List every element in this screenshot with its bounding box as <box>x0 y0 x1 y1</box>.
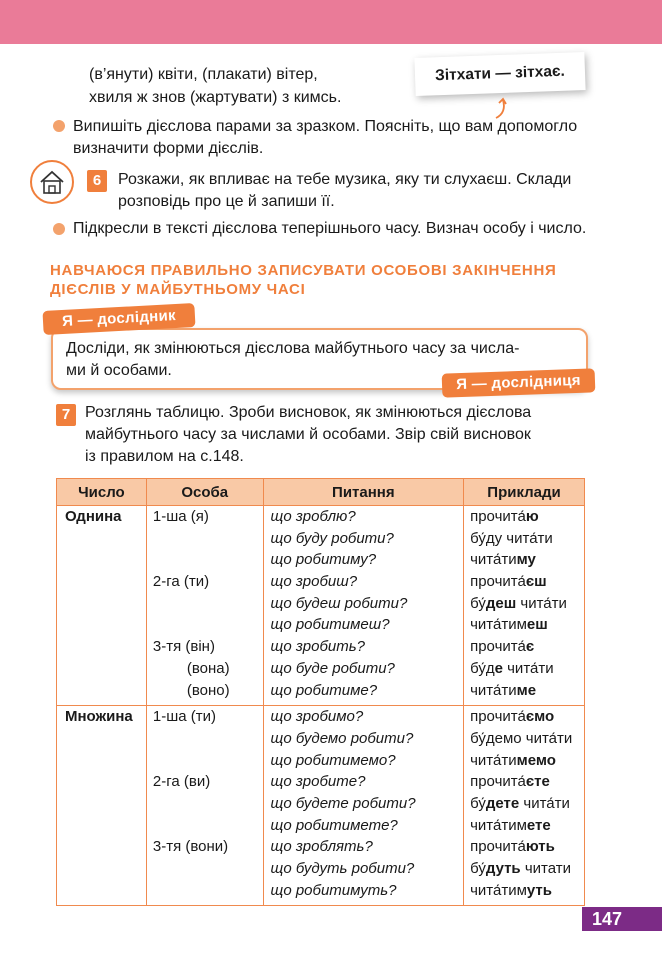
example-line <box>470 728 584 750</box>
example-line <box>470 528 584 550</box>
question-line: що зробите? <box>270 773 366 791</box>
tag-researcher-f: Я — дослідниця <box>442 368 596 397</box>
person-line <box>153 880 263 902</box>
question-line: що зроблю? <box>270 508 356 525</box>
example-stem: прочита́ <box>470 838 526 856</box>
bullet-dot-icon <box>53 223 65 235</box>
example-cell <box>464 706 585 906</box>
task7-line: Розглянь таблицю. Зроби висновок, як змінюються дієслова <box>85 404 532 421</box>
example-stem: бу́ <box>470 860 486 877</box>
section-title-line: НАВЧАЮСЯ ПРАВИЛЬНО ЗАПИСУВАТИ ОСОБОВІ ЗАКІНЧЕННЯ <box>50 262 557 279</box>
example-ending: ете <box>526 816 551 834</box>
example-stem: прочита́ <box>470 573 526 591</box>
example-stem: бу́ <box>470 529 486 547</box>
example-stem: чита́ти <box>470 551 517 569</box>
example-cell <box>464 506 585 706</box>
example-stem: чита́ти <box>470 681 517 699</box>
example-ending: еш <box>526 616 548 634</box>
example-ending: ємо <box>525 708 555 726</box>
example-ending: му <box>516 551 536 569</box>
example-ending: е <box>494 659 503 677</box>
example-ending: деш <box>485 594 517 612</box>
person-line: 1-ша (ти) <box>152 708 216 726</box>
person-line: 2-га (ви) <box>152 773 211 791</box>
example-ending: дете <box>485 794 520 812</box>
person-line <box>153 528 263 550</box>
verb-conjugation-table <box>56 478 585 906</box>
question-line: що робитиму? <box>270 551 377 569</box>
example-tail: читати <box>520 860 571 877</box>
number-label: Множина <box>65 708 133 726</box>
example-line <box>470 836 584 858</box>
question-line: що буде робити? <box>270 659 395 677</box>
table-header-cell: Питання <box>263 479 464 506</box>
example-tail: чита́ти <box>516 594 567 612</box>
table-header-cell: Приклади <box>464 479 585 506</box>
task7-line: майбутнього часу за числами й особами. Звір свій висновок <box>85 426 531 443</box>
task6-line: розповідь про це й запиши її. <box>118 193 335 210</box>
example-line <box>470 680 584 702</box>
number-label: Однина <box>65 508 122 525</box>
question-line: що робитимемо? <box>270 751 396 769</box>
example-tail: чита́ти <box>502 529 553 547</box>
example-stem: бу́д <box>470 659 495 677</box>
tag-researcher-m: Я — дослідник <box>42 303 195 335</box>
example-line <box>470 706 584 728</box>
example-line <box>470 771 584 793</box>
intro-line: хвиля ж знов (жартувати) з кимсь. <box>89 89 342 106</box>
person-line: 1-ша (я) <box>152 508 209 525</box>
task-number-6: 6 <box>87 170 107 192</box>
example-line <box>470 858 584 880</box>
section-title-line: ДІЄСЛІВ У МАЙБУТНЬОМУ ЧАСІ <box>50 281 306 298</box>
example-line <box>470 658 584 680</box>
example-stem: бу́ <box>470 594 486 612</box>
example-line <box>470 571 584 593</box>
task7-text <box>85 402 587 468</box>
example-sticky-note: Зітхати — зітхає. <box>414 52 585 96</box>
bullet-line: визначити форми дієслів. <box>73 140 264 157</box>
example-ending: уть <box>526 881 552 899</box>
question-line: що будемо робити? <box>270 729 414 747</box>
example-line <box>470 880 584 902</box>
person-line <box>153 815 263 837</box>
example-line <box>470 614 584 636</box>
question-line: що зробить? <box>270 638 365 656</box>
example-stem: чита́ти <box>470 751 517 769</box>
example-line <box>470 793 584 815</box>
question-line: що робитиме? <box>270 681 378 699</box>
table-row-plural <box>57 706 585 906</box>
example-ending: єш <box>525 573 547 591</box>
person-line <box>153 593 263 615</box>
example-line <box>470 815 584 837</box>
person-line: 2-га (ти) <box>152 573 210 591</box>
example-line <box>470 593 584 615</box>
number-cell <box>57 506 147 706</box>
person-line <box>153 750 263 772</box>
example-line <box>470 506 584 528</box>
example-stem: чита́тим <box>470 616 527 634</box>
example-stem: чита́тим <box>470 816 527 834</box>
section-title <box>50 261 610 299</box>
table-header-row <box>57 479 585 506</box>
question-cell <box>263 706 464 906</box>
house-icon <box>32 162 72 202</box>
research-line: ми й особами. <box>66 362 172 379</box>
question-line: що робитимуть? <box>270 881 397 899</box>
example-line <box>470 750 584 772</box>
task6-text <box>118 169 588 213</box>
bullet-dot-icon <box>53 120 65 132</box>
example-ending: ють <box>525 838 555 856</box>
question-line: що будеш робити? <box>270 594 408 612</box>
person-line <box>153 549 263 571</box>
question-line: що зробиш? <box>270 573 358 591</box>
example-ending: мемо <box>516 751 556 769</box>
example-stem: бу́ <box>470 794 486 812</box>
example-tail: чита́ти <box>502 659 554 677</box>
example-ending: ю <box>525 508 539 525</box>
top-color-band <box>0 0 662 44</box>
person-line <box>153 728 263 750</box>
question-line: що робитимеш? <box>270 616 390 634</box>
person-line: (вона) <box>186 659 230 677</box>
example-line <box>470 549 584 571</box>
example-ending: ме <box>516 681 537 699</box>
question-line: що робитимете? <box>270 816 398 834</box>
research-line: Досліди, як змінюються дієслова майбутнього часу за числа- <box>66 340 520 357</box>
intro-text <box>89 64 409 110</box>
person-cell <box>146 506 263 706</box>
example-stem: бу́демо чита́ти <box>470 729 573 747</box>
question-line: що зроблять? <box>270 838 373 856</box>
example-stem: прочита́ <box>470 508 526 525</box>
person-line: 3-тя (вони) <box>152 838 229 856</box>
example-tail: чита́ти <box>519 794 570 812</box>
bullet-paragraph <box>73 116 593 160</box>
table-row-singular <box>57 506 585 706</box>
example-stem: прочита́ <box>470 638 526 656</box>
task-number-7: 7 <box>56 404 76 426</box>
page-number: 147 <box>582 907 662 931</box>
home-task-icon <box>30 160 74 204</box>
person-line: (воно) <box>186 681 230 699</box>
example-ending: єте <box>525 773 550 791</box>
example-stem: чита́тим <box>470 881 527 899</box>
intro-line: (в’янути) квіти, (плакати) вітер, <box>89 66 318 83</box>
example-stem: прочита́ <box>470 708 526 726</box>
question-line: що буду робити? <box>270 529 394 547</box>
bullet-line: Випишіть дієслова парами за зразком. Поясніть, що вам допомогло <box>73 118 578 135</box>
person-cell <box>146 706 263 906</box>
question-line: що будуть робити? <box>270 860 415 877</box>
question-line: що будете робити? <box>270 794 416 812</box>
task7-line: із правилом на с.148. <box>85 448 244 465</box>
example-stem: прочита́ <box>470 773 526 791</box>
person-line: 3-тя (він) <box>152 638 215 656</box>
table-header-cell: Число <box>57 479 147 506</box>
example-ending: є <box>525 638 535 656</box>
task6-line: Розкажи, як впливає на тебе музика, яку ти слухаєш. Склади <box>118 171 572 188</box>
question-cell <box>263 506 464 706</box>
table-header-cell: Особа <box>146 479 263 506</box>
number-cell <box>57 706 147 906</box>
example-line <box>470 636 584 658</box>
bullet3-text: Підкресли в тексті дієслова теперішнього часу. Визнач особу і число. <box>73 220 587 237</box>
person-line <box>153 858 263 880</box>
example-ending: ду <box>485 529 503 547</box>
example-ending: дуть <box>485 860 521 877</box>
question-line: що зробимо? <box>270 708 364 726</box>
person-line <box>153 793 263 815</box>
person-line <box>153 614 263 636</box>
